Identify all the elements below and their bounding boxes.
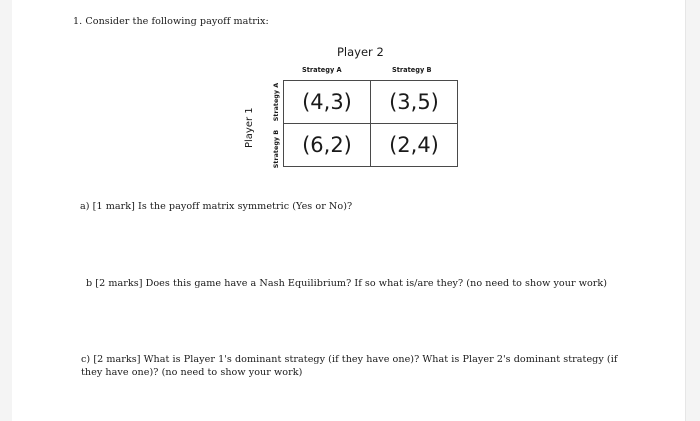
payoff-cell-ba: (6,2) <box>284 124 371 167</box>
page-right-margin <box>685 0 700 421</box>
question-intro: 1. Consider the following payoff matrix: <box>73 16 269 27</box>
matrix-row-strategy-b <box>284 124 458 167</box>
payoff-cell-aa: (4,3) <box>284 81 371 124</box>
player2-strategy-b-label: Strategy B <box>392 66 432 74</box>
player1-label: Player 1 <box>244 107 255 148</box>
question-a: a) [1 mark] Is the payoff matrix symmetric (Yes or No)? <box>80 201 353 212</box>
payoff-matrix <box>283 80 458 167</box>
player2-strategy-a-label: Strategy A <box>302 66 342 74</box>
payoff-cell-bb: (2,4) <box>371 124 458 167</box>
player1-strategy-a-label: Strategy A <box>272 82 280 122</box>
payoff-cell-ab: (3,5) <box>371 81 458 124</box>
player2-label: Player 2 <box>337 45 384 59</box>
matrix-row-strategy-a <box>284 81 458 124</box>
player1-strategy-b-label: Strategy B <box>272 129 280 169</box>
question-c: c) [2 marks] What is Player 1's dominant strategy (if they have one)? What is Player 2's dominant strategy (if they have one)? (no need to show your work) <box>81 354 618 378</box>
question-b: b [2 marks] Does this game have a Nash Equilibrium? If so what is/are they? (no need to show your work) <box>86 278 608 289</box>
